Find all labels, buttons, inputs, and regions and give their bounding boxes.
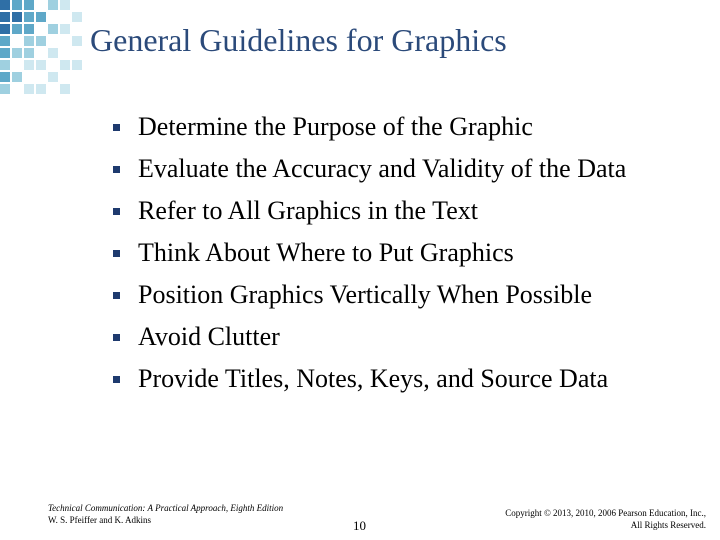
decorative-square xyxy=(12,0,22,10)
bullet-item xyxy=(113,152,703,186)
decorative-square xyxy=(60,0,70,10)
decorative-square xyxy=(24,36,34,46)
bullet-item xyxy=(113,278,703,312)
bullet-item xyxy=(113,320,703,354)
bullet-list xyxy=(113,110,703,404)
bullet-item xyxy=(113,362,703,396)
decorative-square-grid xyxy=(0,0,90,100)
footer-citation xyxy=(48,502,283,526)
decorative-square xyxy=(60,24,70,34)
bullet-text: Provide Titles, Notes, Keys, and Source Data xyxy=(138,364,609,393)
decorative-square xyxy=(48,48,58,58)
bullet-marker xyxy=(113,208,120,215)
bullet-marker xyxy=(113,250,120,257)
bullet-marker xyxy=(113,124,120,131)
decorative-square xyxy=(72,60,82,70)
decorative-square xyxy=(36,84,46,94)
decorative-square xyxy=(0,48,10,58)
footer-authors: W. S. Pfeiffer and K. Adkins xyxy=(48,515,151,525)
decorative-square xyxy=(72,12,82,22)
bullet-item xyxy=(113,194,703,228)
decorative-square xyxy=(12,24,22,34)
decorative-square xyxy=(0,84,10,94)
bullet-marker xyxy=(113,166,120,173)
decorative-square xyxy=(0,0,10,10)
decorative-square xyxy=(48,0,58,10)
footer-copyright xyxy=(505,507,706,531)
decorative-square xyxy=(12,48,22,58)
bullet-text: Position Graphics Vertically When Possible xyxy=(138,280,592,309)
decorative-square xyxy=(12,12,22,22)
decorative-square xyxy=(24,12,34,22)
decorative-square xyxy=(24,24,34,34)
bullet-marker xyxy=(113,376,120,383)
bullet-marker xyxy=(113,334,120,341)
bullet-text: Evaluate the Accuracy and Validity of the Data xyxy=(138,154,627,183)
decorative-square xyxy=(24,84,34,94)
copyright-line-1: Copyright © 2013, 2010, 2006 Pearson Education, Inc., xyxy=(505,508,706,518)
decorative-square xyxy=(0,60,10,70)
decorative-square xyxy=(0,72,10,82)
bullet-text: Determine the Purpose of the Graphic xyxy=(138,112,533,141)
decorative-square xyxy=(12,72,22,82)
bullet-marker xyxy=(113,292,120,299)
bullet-item xyxy=(113,110,703,144)
bullet-text: Refer to All Graphics in the Text xyxy=(138,196,478,225)
decorative-square xyxy=(36,36,46,46)
copyright-line-2: All Rights Reserved. xyxy=(630,520,706,530)
decorative-square xyxy=(24,0,34,10)
decorative-square xyxy=(0,24,10,34)
bullet-item xyxy=(113,236,703,270)
decorative-square xyxy=(0,36,10,46)
page-number: 10 xyxy=(353,518,366,533)
decorative-square xyxy=(60,60,70,70)
decorative-square xyxy=(60,84,70,94)
decorative-square xyxy=(36,12,46,22)
decorative-square xyxy=(24,60,34,70)
decorative-square xyxy=(36,60,46,70)
decorative-square xyxy=(72,36,82,46)
bullet-text: Think About Where to Put Graphics xyxy=(138,238,514,267)
slide-title: General Guidelines for Graphics xyxy=(90,22,507,58)
footer-book-title: Technical Communication: A Practical Approach, Eighth Edition xyxy=(48,503,284,513)
decorative-square xyxy=(48,24,58,34)
decorative-square xyxy=(0,12,10,22)
decorative-square xyxy=(48,72,58,82)
bullet-text: Avoid Clutter xyxy=(138,322,280,351)
decorative-square xyxy=(24,48,34,58)
